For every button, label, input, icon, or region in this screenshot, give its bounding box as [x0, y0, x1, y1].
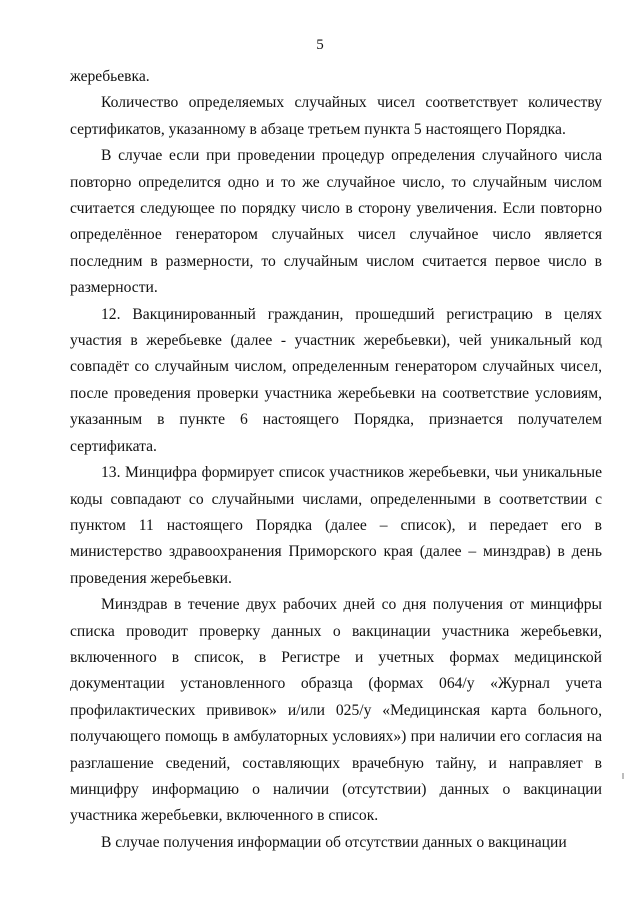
paragraph-item-13: 13. Минцифра формирует список участников жеребьевки, чьи уникальные коды совпадают со случайными числами, определенными в соответствии с пунктом 11 настоящего Порядка (далее – список), и передает его в министерство здравоохранения Приморского края (далее – минздрав) в день проведения жеребьевки. — [70, 464, 602, 587]
paragraph-repeated-random-number: В случае если при проведении процедур определения случайного числа повторно определится одно и то же случайное число, то случайным числом считается следующее по порядку число в сторону увеличения. Если повторно определённое генератором случайных чисел случайное число является последним в размерности, то случайным числом считается первое число в размерности. — [70, 147, 602, 297]
document-body — [70, 64, 602, 856]
paragraph-minzdrav-check: Минздрав в течение двух рабочих дней со дня получения от минцифры списка проводит проверку данных о вакцинации участника жеребьевки, включенного в список, в Регистре и учетных формах медицинской документации установленного образца (формах 064/у «Журнал учета профилактических прививок» и/или 025/у «Медицинская карта больного, получающего помощь в амбулаторных условиях») при наличии его согласия на разглашение сведений, составляющих врачебную тайну, и направляет в минцифру информацию о наличии (отсутствии) данных о вакцинации участника жеребьевки, включенного в список. — [70, 596, 602, 825]
paragraph-continuation: жеребьевка. — [70, 68, 150, 85]
paragraph-item-12: 12. Вакцинированный гражданин, прошедший регистрацию в целях участия в жеребьевке (далее - участник жеребьевки), чей уникальный код совпадёт со случайным числом, определенным генератором случайных чисел, после проведения проверки участника жеребьевки на соответствие условиям, указанным в пункте 6 настоящего Порядка, признается получателем сертификата. — [70, 305, 602, 455]
scan-mark — [622, 773, 624, 779]
page-number: 5 — [316, 37, 324, 53]
paragraph-no-vaccination-data: В случае получения информации об отсутствии данных о вакцинации — [101, 833, 567, 851]
paragraph-random-numbers-count: Количество определяемых случайных чисел соответствует количеству сертификатов, указанному в абзаце третьем пункта 5 настоящего Порядка. — [70, 94, 602, 138]
